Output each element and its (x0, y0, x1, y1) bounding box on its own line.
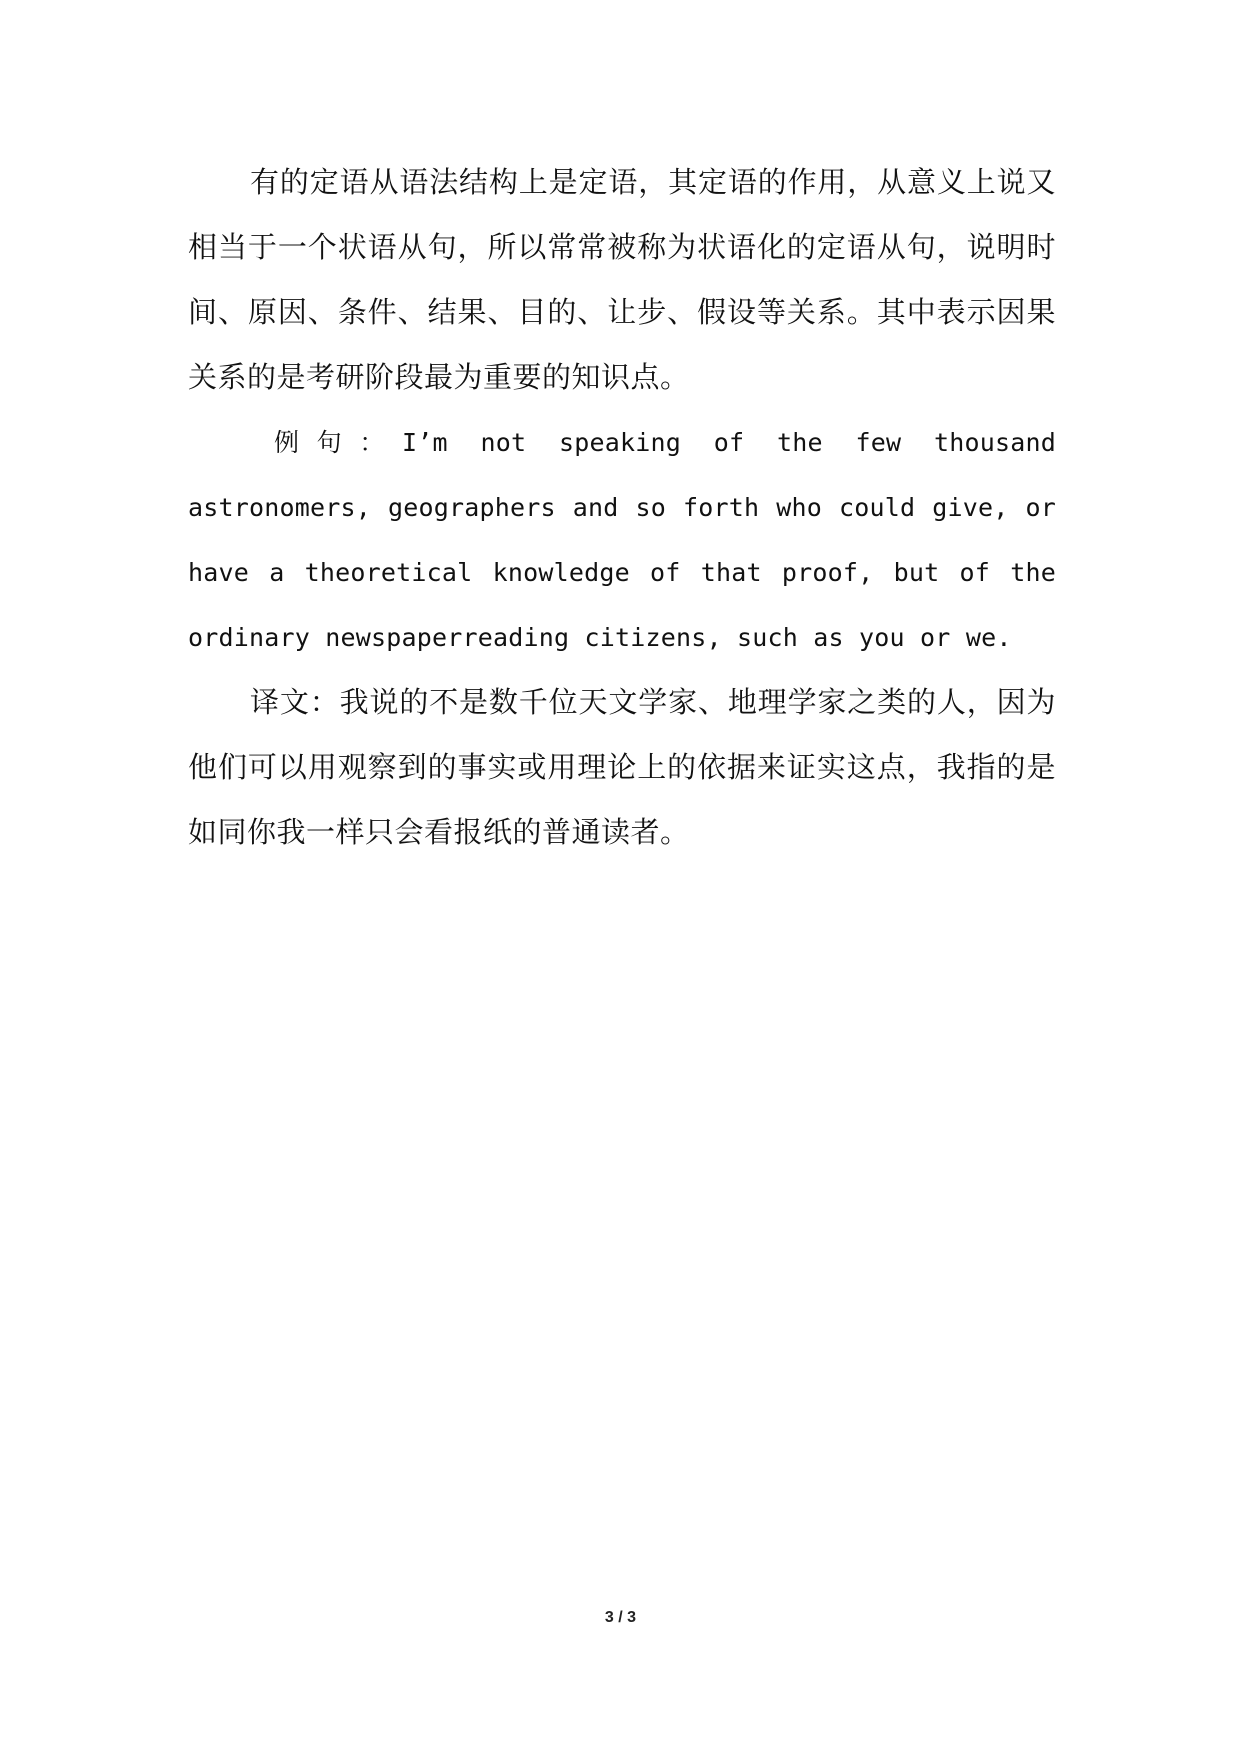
paragraph-translation: 译文：我说的不是数千位天文学家、地理学家之类的人，因为他们可以用观察到的事实或用理论上的依据来证实这点，我指的是如同你我一样只会看报纸的普通读者。 (188, 685, 1056, 849)
page-number: 3 / 3 (604, 1609, 637, 1626)
paragraph-attributive-clause: 有的定语从语法结构上是定语，其定语的作用，从意义上说又相当于一个状语从句，所以常常被称为状语化的定语从句，说明时间、原因、条件、结果、目的、让步、假设等关系。其中表示因果关系的是考研阶段最为重要的知识点。 (188, 165, 1056, 394)
document-body (188, 150, 1056, 865)
paragraph-example-sentence: 例句：I’m not speaking of the few thousand astronomers, geographers and so forth who could give, or have a theoretical knowledge of that proof, but of the ordinary newspaperreading citizens, such as you or we. (188, 428, 1056, 652)
